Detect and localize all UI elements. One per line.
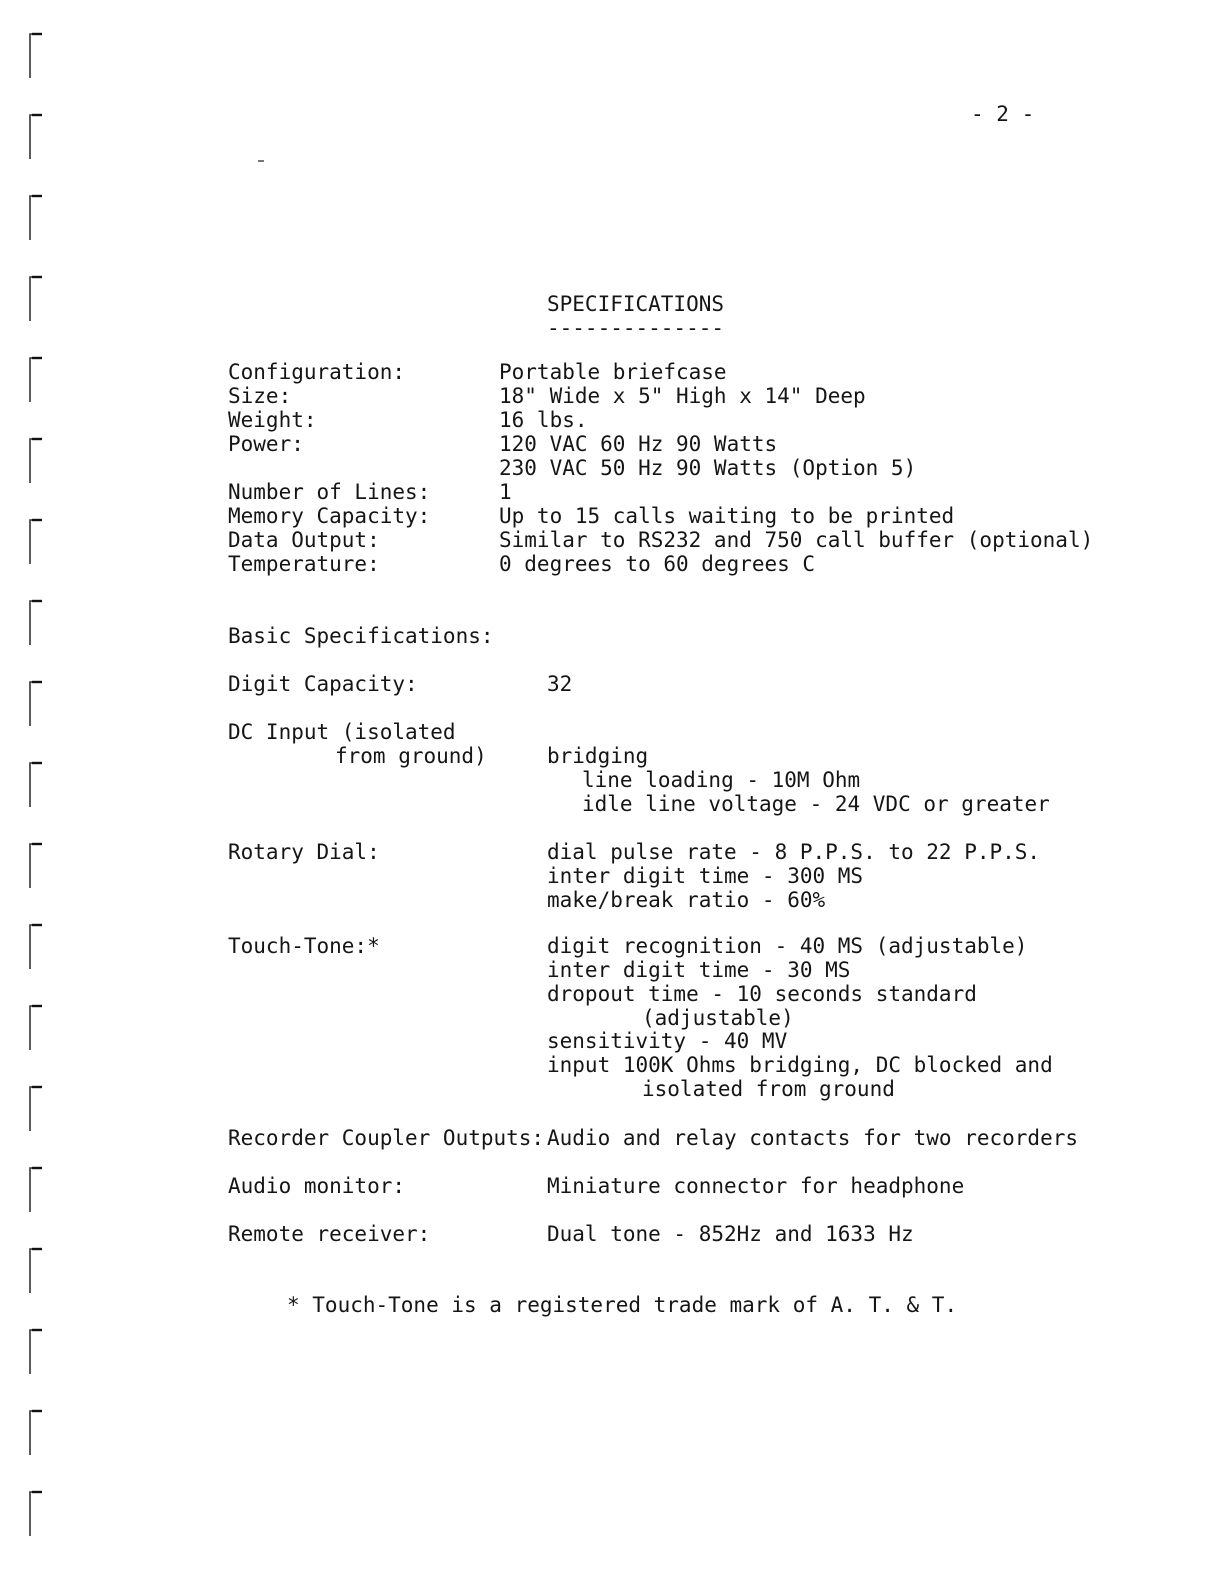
- spec-value-data-output: Similar to RS232 and 750 call buffer (optional): [499, 528, 1094, 552]
- binder-mark: [28, 192, 44, 242]
- spec-value-memory-capacity: Up to 15 calls waiting to be printed: [499, 504, 955, 528]
- remote-receiver-label: Remote receiver:: [228, 1222, 431, 1246]
- basic-specs-heading: Basic Specifications:: [228, 624, 494, 648]
- binder-mark: [28, 921, 44, 971]
- dc-input-label: DC Input (isolated: [228, 720, 456, 744]
- rotary-dial-label: Rotary Dial:: [228, 840, 380, 864]
- binder-mark: [28, 1488, 44, 1538]
- stray-ink-mark: [258, 160, 264, 162]
- spec-label-data-output: Data Output:: [228, 528, 380, 552]
- spec-value-weight: 16 lbs.: [499, 408, 588, 432]
- recorder-coupler-label: Recorder Coupler Outputs:: [228, 1126, 545, 1150]
- binder-mark: [28, 435, 44, 485]
- binder-mark: [28, 354, 44, 404]
- spec-label-weight: Weight:: [228, 408, 317, 432]
- spec-value-size: 18" Wide x 5" High x 14" Deep: [499, 384, 866, 408]
- spec-value-temperature: 0 degrees to 60 degrees C: [499, 552, 816, 576]
- binder-mark: [28, 516, 44, 566]
- touch-tone-line: isolated from ground: [642, 1077, 895, 1101]
- page-title: SPECIFICATIONS: [547, 292, 725, 316]
- binder-mark: [28, 1407, 44, 1457]
- touch-tone-line: (adjustable): [642, 1006, 794, 1030]
- touch-tone-line: digit recognition - 40 MS (adjustable): [547, 934, 1028, 958]
- page-number: - 2 -: [971, 102, 1035, 126]
- spec-value-power-2: 230 VAC 50 Hz 90 Watts (Option 5): [499, 456, 917, 480]
- binder-mark: [28, 678, 44, 728]
- rotary-dial-line: inter digit time - 300 MS: [547, 864, 864, 888]
- digit-capacity-label: Digit Capacity:: [228, 672, 418, 696]
- rotary-dial-line: dial pulse rate - 8 P.P.S. to 22 P.P.S.: [547, 840, 1041, 864]
- spec-label-number-of-lines: Number of Lines:: [228, 480, 431, 504]
- spec-value-power-1: 120 VAC 60 Hz 90 Watts: [499, 432, 778, 456]
- remote-receiver-value: Dual tone - 852Hz and 1633 Hz: [547, 1222, 914, 1246]
- binder-mark: [28, 1083, 44, 1133]
- spec-label-temperature: Temperature:: [228, 552, 380, 576]
- audio-monitor-label: Audio monitor:: [228, 1174, 406, 1198]
- digit-capacity-value: 32: [547, 672, 573, 696]
- binder-mark: [28, 111, 44, 161]
- binder-mark: [28, 1164, 44, 1214]
- binder-mark: [28, 1245, 44, 1295]
- spec-value-configuration: Portable briefcase: [499, 360, 727, 384]
- touch-tone-line: dropout time - 10 seconds standard: [547, 982, 977, 1006]
- title-underline: --------------: [547, 316, 725, 340]
- binder-mark: [28, 840, 44, 890]
- spec-value-number-of-lines: 1: [499, 480, 512, 504]
- spec-label-memory-capacity: Memory Capacity:: [228, 504, 431, 528]
- audio-monitor-value: Miniature connector for headphone: [547, 1174, 965, 1198]
- dc-input-idle-voltage: idle line voltage - 24 VDC or greater: [582, 792, 1050, 816]
- binder-mark: [28, 273, 44, 323]
- spec-label-size: Size:: [228, 384, 292, 408]
- dc-input-line-loading: line loading - 10M Ohm: [582, 768, 861, 792]
- binder-mark: [28, 1326, 44, 1376]
- touch-tone-line: inter digit time - 30 MS: [547, 958, 851, 982]
- dc-input-label-cont: from ground): [335, 744, 487, 768]
- spec-label-configuration: Configuration:: [228, 360, 406, 384]
- touch-tone-line: input 100K Ohms bridging, DC blocked and: [547, 1053, 1053, 1077]
- binder-mark: [28, 759, 44, 809]
- touch-tone-label: Touch-Tone:*: [228, 934, 380, 958]
- binder-edge-marks: [28, 30, 48, 1570]
- dc-input-value: bridging: [547, 744, 649, 768]
- rotary-dial-line: make/break ratio - 60%: [547, 888, 826, 912]
- touch-tone-line: sensitivity - 40 MV: [547, 1029, 788, 1053]
- spec-label-power: Power:: [228, 432, 304, 456]
- recorder-coupler-value: Audio and relay contacts for two recorders: [547, 1126, 1079, 1150]
- binder-mark: [28, 1002, 44, 1052]
- footnote: * Touch-Tone is a registered trade mark of A. T. & T.: [287, 1293, 958, 1317]
- binder-mark: [28, 30, 44, 80]
- binder-mark: [28, 597, 44, 647]
